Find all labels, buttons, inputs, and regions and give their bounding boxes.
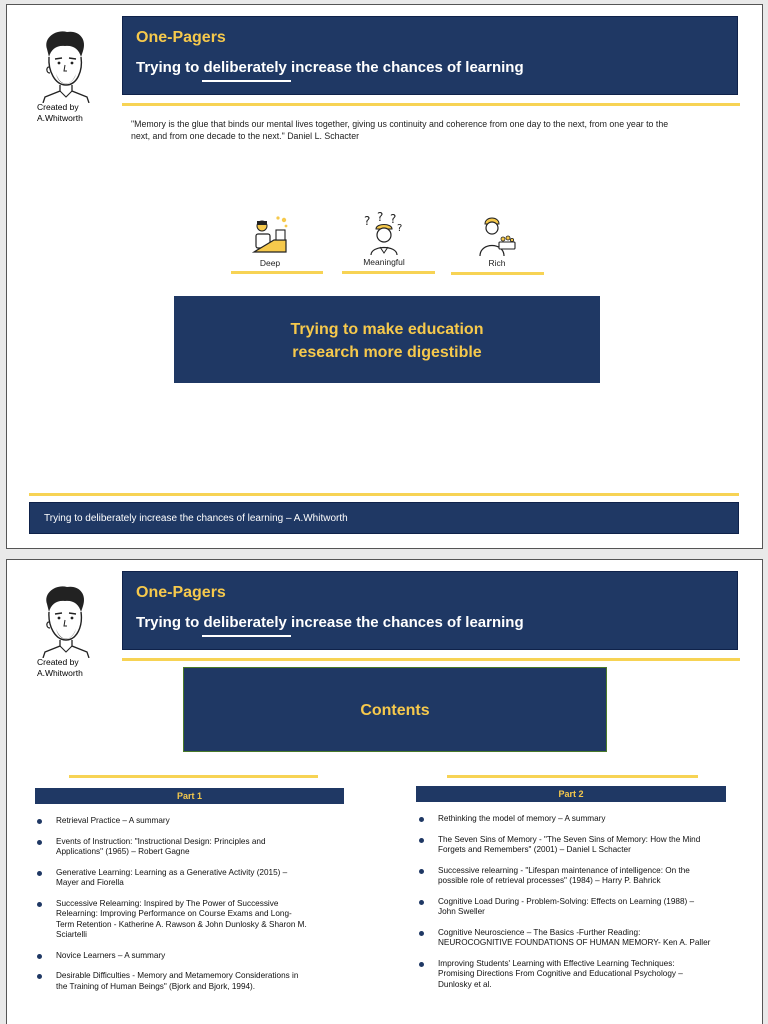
subtitle-pre: Trying to: [136, 59, 204, 76]
svg-text:?: ?: [390, 212, 397, 226]
footer-bar: Trying to deliberately increase the chances of learning – A.Whitworth: [29, 502, 739, 534]
credit-line-2: A.Whitworth: [37, 668, 83, 678]
subtitle-post: increase the chances of learning: [286, 59, 524, 76]
icon-label-deep: Deep: [259, 258, 281, 268]
banner-line-2: research more digestible: [292, 344, 482, 361]
subtitle-post: increase the chances of learning: [286, 614, 524, 631]
rich-learning-icon: [475, 214, 519, 256]
part2-list: [417, 814, 713, 1000]
list-item: Generative Learning: Learning as a Generative Activity (2015) – Mayer and Fiorella: [35, 868, 309, 889]
page-header: [122, 16, 738, 95]
deep-learning-icon: [248, 214, 292, 256]
mission-banner: [174, 296, 600, 383]
list-item: Cognitive Load During - Problem-Solving: Effects on Learning (1988) – John Sweller: [417, 897, 713, 918]
page-1: [6, 4, 763, 549]
quote-text: "Memory is the glue that binds our mental lives together, giving us continuity and coherence from one day to the next, from one year to the next, and from one decade to the next." Daniel L. Schacter: [131, 119, 669, 141]
svg-text:?: ?: [397, 223, 403, 234]
part1-list: [35, 816, 309, 1002]
credit-line-2: A.Whitworth: [37, 113, 83, 123]
svg-text:?: ?: [364, 214, 371, 228]
list-item: Successive relearning - "Lifespan maintenance of intelligence: On the possible role of retrieval processes" (1984) – Harry P. Bahrick: [417, 866, 713, 887]
header-title: One-Pagers: [136, 29, 226, 46]
list-item: Improving Students' Learning with Effective Learning Techniques: Promising Directions From Cognitive and Educational Psychology – Dunlosky et al.: [417, 959, 713, 991]
author-avatar-icon: [35, 582, 93, 658]
author-credit: [37, 657, 83, 679]
list-item: Cognitive Neuroscience – The Basics -Further Reading: NEUROCOGNITIVE FOUNDATIONS OF HUMAN MEMORY- Ken A. Paller: [417, 928, 713, 949]
list-item: Desirable Difficulties - Memory and Metamemory Considerations in the Training of Human Beings" (Bjork and Bjork, 1994).: [35, 971, 309, 992]
list-item: Novice Learners – A summary: [35, 951, 309, 962]
header-subtitle: [136, 59, 524, 76]
page-header: [122, 571, 738, 650]
icon-underline-deep: [231, 271, 323, 274]
author-avatar-icon: [35, 27, 93, 103]
icon-meaningful: [339, 211, 429, 267]
part1-heading: Part 1: [35, 788, 344, 804]
subtitle-underlined: deliberately: [203, 614, 287, 631]
part2-divider: [447, 775, 698, 778]
page-2: [6, 559, 763, 1024]
credit-line-1: Created by: [37, 657, 79, 667]
icon-underline-meaningful: [342, 271, 435, 274]
subtitle-underlined: deliberately: [203, 59, 287, 76]
icon-label-meaningful: Meaningful: [363, 257, 405, 267]
svg-text:?: ?: [377, 211, 384, 224]
header-divider: [122, 103, 740, 106]
subtitle-pre: Trying to: [136, 614, 204, 631]
credit-line-1: Created by: [37, 102, 79, 112]
icon-deep: [225, 214, 315, 268]
part2-heading: Part 2: [416, 786, 726, 802]
icon-underline-rich: [451, 272, 544, 275]
contents-title: Contents: [183, 667, 607, 752]
list-item: Successive Relearning: Inspired by The Power of Successive Relearning: Improving Performance on Course Exams and Long-Term Retention - Katherine A. Rawson & John Dunlosky & Sharon M. Sciartelli: [35, 899, 309, 941]
list-item: Events of Instruction: "Instructional Design: Principles and Applications" (1965) – Robert Gagne: [35, 837, 309, 858]
meaningful-learning-icon: [360, 211, 408, 255]
list-item: Rethinking the model of memory – A summary: [417, 814, 713, 825]
list-item: Retrieval Practice – A summary: [35, 816, 309, 827]
footer-divider: [29, 493, 739, 496]
banner-line-1: Trying to make education: [290, 321, 484, 338]
header-subtitle: [136, 614, 524, 631]
header-title: One-Pagers: [136, 584, 226, 601]
icon-rich: [452, 214, 542, 268]
part1-divider: [69, 775, 318, 778]
list-item: The Seven Sins of Memory - "The Seven Sins of Memory: How the Mind Forgets and Remembers" (2001) – Daniel L Schacter: [417, 835, 713, 856]
icon-label-rich: Rich: [488, 258, 506, 268]
header-divider: [122, 658, 740, 661]
author-credit: [37, 102, 83, 124]
